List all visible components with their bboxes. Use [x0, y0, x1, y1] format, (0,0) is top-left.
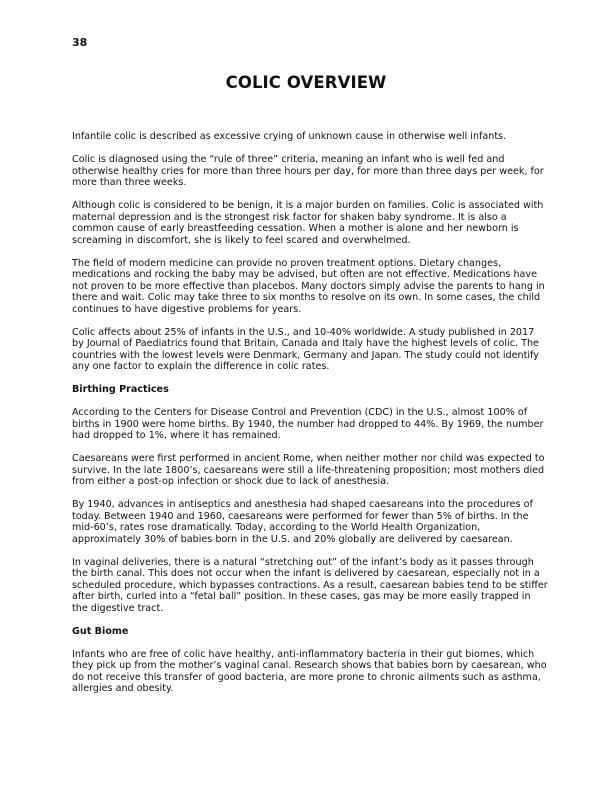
- body-paragraph: Colic affects about 25% of infants in the U.S., and 10-40% worldwide. A study published in 2017 by Journal of Paediatrics found that Britain, Canada and Italy have the highest levels of colic. The countries with the lowest levels were Denmark, Germany and Japan. The study could not identify any one factor to explain the difference in colic rates.: [72, 326, 539, 372]
- page-title: COLIC OVERVIEW: [225, 73, 387, 92]
- body-paragraph: The field of modern medicine can provide no proven treatment options. Dietary changes, medications and rocking the baby may be advised, but often are not effective. Medications have not proven to be more effective than placebos. Many doctors simply advise the parents to hang in there and wait. Colic may take three to six months to resolve on its own. In some cases, the child continues to have digestive problems for years.: [72, 257, 545, 315]
- body-paragraph: Infants who are free of colic have healthy, anti-inflammatory bacteria in their gut biomes, which they pick up from the mother’s vaginal canal. Research shows that babies born by caesarean, who do not receive this transfer of good bacteria, are more prone to chronic ailments such as asthma, allergies and obesity.: [72, 648, 547, 694]
- body-paragraph: In vaginal deliveries, there is a natural “stretching out” of the infant’s body as it passes through the birth canal. This does not occur when the infant is delivered by caesarean, especially not in a scheduled procedure, which bypasses contractions. As a result, caesarean babies tend to be stiffer after birth, curled into a “fetal ball” position. In these cases, gas may be more easily trapped in the digestive tract.: [72, 556, 548, 614]
- body-paragraph: By 1940, advances in antiseptics and anesthesia had shaped caesareans into the procedures of today. Between 1940 and 1960, caesareans were performed for fewer than 5% of births. In the mid-60’s, rates rose dramatically. Today, according to the World Health Organization, approximately 30% of babies born in the U.S. and 20% globally are delivered by caesarean.: [72, 499, 533, 545]
- document-body: [72, 131, 548, 706]
- body-paragraph: Although colic is considered to be benign, it is a major burden on families. Colic is associated with maternal depression and is the strongest risk factor for shaken baby syndrome. It is also a common cause of early breastfeeding cessation. When a mother is alone and her newborn is screaming in discomfort, she is likely to feel scared and overwhelmed.: [72, 200, 544, 246]
- body-paragraph: Infantile colic is described as excessive crying of unknown cause in otherwise well infants.: [72, 131, 507, 142]
- section-heading-gut-biome: Gut Biome: [72, 625, 129, 637]
- page-number: 38: [72, 36, 88, 49]
- body-paragraph: Caesareans were first performed in ancient Rome, when neither mother nor child was expected to survive. In the late 1800’s, caesareans were still a life-threatening proposition; most mothers died from either a post-op infection or shock due to lack of anesthesia.: [72, 453, 545, 487]
- body-paragraph: According to the Centers for Disease Control and Prevention (CDC) in the U.S., almost 100% of births in 1900 were home births. By 1940, the number had dropped to 44%. By 1969, the number had dropped to 1%, where it has remained.: [72, 407, 544, 441]
- body-paragraph: Colic is diagnosed using the “rule of three” criteria, meaning an infant who is well fed and otherwise healthy cries for more than three hours per day, for more than three days per week, for more than three weeks.: [72, 154, 544, 188]
- section-heading-birthing-practices: Birthing Practices: [72, 384, 169, 395]
